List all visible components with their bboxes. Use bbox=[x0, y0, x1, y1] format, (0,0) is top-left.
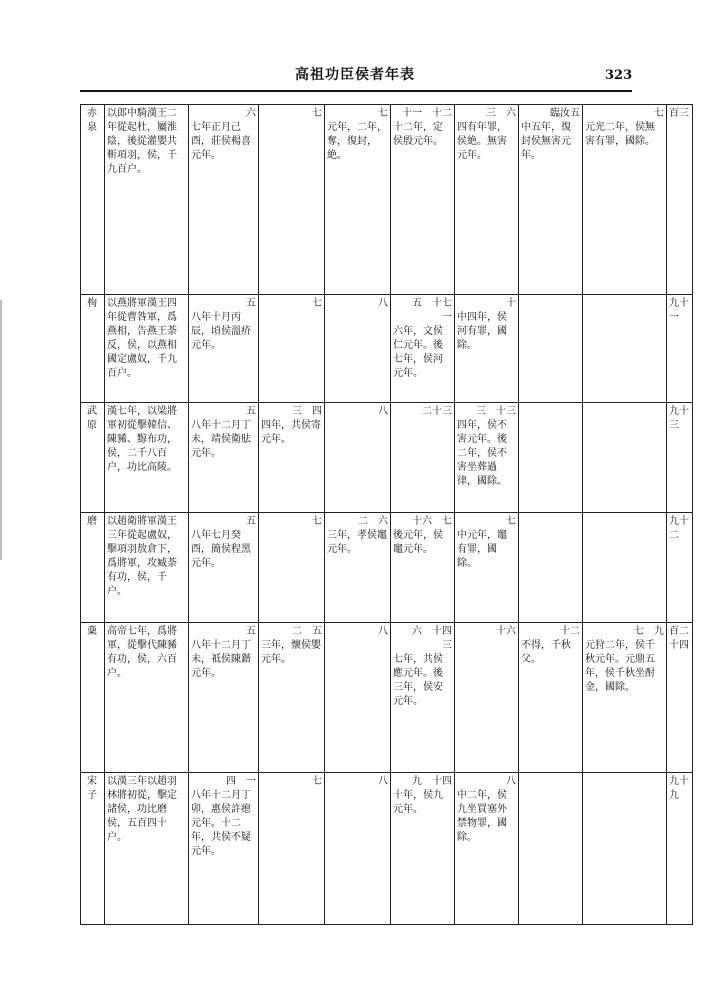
huidi-col bbox=[259, 403, 325, 513]
cell-text: 以漢三年以趙羽林將初從，擊定諸侯，功比磨侯，五百四十户。 bbox=[107, 776, 177, 843]
year-count: 三 四 bbox=[292, 406, 322, 417]
cell-text: 不得，千秋父。 bbox=[521, 640, 571, 665]
year-count: 九 十四 bbox=[412, 776, 452, 787]
huidi-col bbox=[259, 105, 325, 295]
year-count: 七 bbox=[312, 298, 322, 309]
huidi-col bbox=[259, 773, 325, 925]
gaohou-col bbox=[325, 105, 391, 295]
gaozu-col bbox=[189, 773, 259, 925]
gaozu-col bbox=[189, 513, 259, 623]
cell-text: 中四年，侯河有罪，國除。 bbox=[457, 312, 507, 351]
jianyuan-col bbox=[519, 295, 583, 403]
year-count: 七 bbox=[654, 108, 664, 119]
cell-text: 八年十二月丁卯，惠侯許瘛元年。十二年，共侯不疑元年。 bbox=[191, 790, 251, 857]
year-count: 十六 七 bbox=[412, 516, 452, 527]
year-count: 五 bbox=[246, 626, 256, 637]
cell-text: 四年，共侯寄元年。 bbox=[261, 420, 321, 445]
cell-text: 九十三 bbox=[669, 406, 689, 431]
year-count: 八 bbox=[378, 776, 388, 787]
cell-text: 八年十二月丁未，靖侯衛胠元年。 bbox=[191, 420, 251, 459]
cell-text: 赤泉 bbox=[87, 108, 98, 133]
cell-text: 九十一 bbox=[669, 298, 689, 323]
gaohou-col bbox=[325, 773, 391, 925]
merit-text bbox=[105, 105, 189, 295]
fief-name bbox=[81, 773, 105, 925]
jianyuan-col bbox=[519, 773, 583, 925]
cell-text: 元光二年，侯無害有罪，國除。 bbox=[585, 122, 655, 147]
wendi-col bbox=[391, 403, 455, 513]
cell-text: 後元年，侯竈元年。 bbox=[393, 530, 443, 555]
gaozu-col bbox=[189, 623, 259, 773]
cell-text: 七年，共侯應元年。後三年，侯安元年。 bbox=[393, 654, 443, 707]
merit-text bbox=[105, 403, 189, 513]
gaohou-col bbox=[325, 513, 391, 623]
table-row bbox=[81, 773, 693, 925]
rank-col bbox=[667, 403, 693, 513]
cell-text: 九十二 bbox=[669, 516, 689, 541]
cell-text: 宋子 bbox=[87, 776, 98, 801]
jingdi-col bbox=[455, 623, 519, 773]
jianyuan-col bbox=[519, 623, 583, 773]
page-number: 323 bbox=[605, 68, 633, 83]
table-row bbox=[81, 105, 693, 295]
jingdi-col bbox=[455, 513, 519, 623]
gaohou-col bbox=[325, 295, 391, 403]
jingdi-col bbox=[455, 295, 519, 403]
table-row bbox=[81, 623, 693, 773]
year-count: 十二 bbox=[560, 626, 580, 637]
year-count: 五 bbox=[246, 406, 256, 417]
year-count: 十一 十二 bbox=[402, 108, 452, 119]
rank-col bbox=[667, 513, 693, 623]
cell-text: 十年，侯九元年。 bbox=[393, 790, 443, 815]
cell-text: 三年，孝侯竈元年。 bbox=[327, 530, 387, 555]
jingdi-col bbox=[455, 403, 519, 513]
year-count: 八 bbox=[378, 626, 388, 637]
year-count: 六 十四 三 bbox=[412, 626, 462, 651]
year-count: 三 六 bbox=[486, 108, 516, 119]
fief-name bbox=[81, 403, 105, 513]
yuanguang-col bbox=[583, 623, 667, 773]
gaohou-col bbox=[325, 403, 391, 513]
year-count: 七 bbox=[312, 776, 322, 787]
cell-text: 以趙衛將軍漢王三年從起盧奴，擊項羽敖倉下，爲將軍，攻臧荼有功，侯，千户。 bbox=[107, 516, 177, 597]
fief-name bbox=[81, 105, 105, 295]
year-count: 七 bbox=[378, 108, 388, 119]
jingdi-col bbox=[455, 773, 519, 925]
jianyuan-col bbox=[519, 403, 583, 513]
year-count: 十 bbox=[506, 298, 516, 309]
cell-text: 中元年，竈有罪，國除。 bbox=[457, 530, 507, 569]
cell-text: 三年，懷侯嬰元年。 bbox=[261, 640, 321, 665]
yuanguang-col bbox=[583, 403, 667, 513]
fief-name bbox=[81, 623, 105, 773]
cell-text: 八年十月丙辰，頃侯溫疥元年。 bbox=[191, 312, 251, 351]
cell-text: 高帝七年，爲將軍，從擊代陳豨有功，侯，六百户。 bbox=[107, 626, 177, 679]
cell-text: 九十九 bbox=[669, 776, 689, 801]
scan-edge-mark bbox=[0, 300, 2, 560]
year-count: 七 bbox=[506, 516, 516, 527]
year-count: 八 bbox=[378, 406, 388, 417]
year-count: 十六 bbox=[496, 626, 516, 637]
jianyuan-col bbox=[519, 513, 583, 623]
cell-text: 稾 bbox=[87, 626, 98, 637]
year-count: 四 一 bbox=[226, 776, 256, 787]
year-count: 二 五 bbox=[292, 626, 322, 637]
year-count: 五 bbox=[246, 516, 256, 527]
year-count: 三 十三 bbox=[476, 406, 516, 417]
year-count: 七 bbox=[312, 108, 322, 119]
merit-text bbox=[105, 773, 189, 925]
yuanguang-col bbox=[583, 773, 667, 925]
cell-text: 栒 bbox=[87, 298, 98, 309]
year-count: 八 bbox=[506, 776, 516, 787]
rank-col bbox=[667, 623, 693, 773]
year-count: 二 六 bbox=[358, 516, 388, 527]
fief-name bbox=[81, 513, 105, 623]
yuanguang-col bbox=[583, 105, 667, 295]
cell-text: 四有年罪，侯絶。無害元年。 bbox=[457, 122, 507, 161]
huidi-col bbox=[259, 295, 325, 403]
header-rule bbox=[80, 90, 632, 92]
huidi-col bbox=[259, 623, 325, 773]
cell-text: 中五年，復封侯無害元年。 bbox=[521, 122, 571, 161]
gaozu-col bbox=[189, 105, 259, 295]
cell-text: 元年，二年，奪，復封，絶。 bbox=[327, 122, 387, 161]
merit-text bbox=[105, 513, 189, 623]
merit-text bbox=[105, 623, 189, 773]
gaozu-col bbox=[189, 295, 259, 403]
cell-text: 磨 bbox=[87, 516, 98, 527]
wendi-col bbox=[391, 513, 455, 623]
year-count: 臨汝五 bbox=[550, 108, 580, 119]
fief-name bbox=[81, 295, 105, 403]
cell-text: 百二十四 bbox=[669, 626, 689, 651]
gaozu-col bbox=[189, 403, 259, 513]
year-count: 七 九 bbox=[634, 626, 664, 637]
year-count: 七 bbox=[312, 516, 322, 527]
cell-text: 六年，文侯仁元年。後七年，侯河元年。 bbox=[393, 326, 443, 379]
year-count: 五 bbox=[246, 298, 256, 309]
cell-text: 以郎中騎漢王二年從起杜，屬淮陰，後從灌嬰共斬項羽，侯，千九百户。 bbox=[107, 108, 177, 175]
gaohou-col bbox=[325, 623, 391, 773]
table-row bbox=[81, 403, 693, 513]
cell-text: 中二年，侯九坐買塞外禁物罪，國除。 bbox=[457, 790, 507, 843]
chronological-table bbox=[80, 104, 693, 925]
year-count: 二十三 bbox=[422, 406, 452, 417]
cell-text: 七年正月己酉，莊侯楊喜元年。 bbox=[191, 122, 251, 161]
rank-col bbox=[667, 295, 693, 403]
year-count: 八 bbox=[378, 298, 388, 309]
cell-text: 四年，侯不害元年。後二年，侯不害坐葬過律，國除。 bbox=[457, 420, 507, 487]
yuanguang-col bbox=[583, 295, 667, 403]
cell-text: 百三 bbox=[669, 108, 689, 119]
cell-text: 八年七月癸酉，簡侯程黑元年。 bbox=[191, 530, 251, 569]
jianyuan-col bbox=[519, 105, 583, 295]
cell-text: 十二年，定侯殷元年。 bbox=[393, 122, 443, 147]
yuanguang-col bbox=[583, 513, 667, 623]
cell-text: 以燕將軍漢王四年從曹咎軍，爲燕相，告燕王荼反，侯，以燕相國定盧奴，千九百户。 bbox=[107, 298, 177, 379]
cell-text: 元狩二年，侯千秋元年。元鼎五年，侯千秋坐酎金，國除。 bbox=[585, 640, 655, 693]
cell-text: 漢七年，以梁將軍初從擊韓信、陳豨、黥布功，侯，二千八百户，功比高陵。 bbox=[107, 406, 177, 473]
huidi-col bbox=[259, 513, 325, 623]
page-title: 高祖功臣侯者年表 bbox=[295, 67, 415, 83]
wendi-col bbox=[391, 295, 462, 403]
wendi-col bbox=[391, 105, 455, 295]
cell-text: 八年十二月丁未，祗侯陳鍇元年。 bbox=[191, 640, 251, 679]
wendi-col bbox=[391, 623, 462, 773]
jingdi-col bbox=[455, 105, 519, 295]
table-row bbox=[81, 513, 693, 623]
cell-text: 武原 bbox=[87, 406, 98, 431]
merit-text bbox=[105, 295, 189, 403]
year-count: 六 bbox=[246, 108, 256, 119]
table-row bbox=[81, 295, 693, 403]
rank-col bbox=[667, 105, 693, 295]
wendi-col bbox=[391, 773, 455, 925]
year-count: 五 十七 一 bbox=[412, 298, 462, 323]
rank-col bbox=[667, 773, 693, 925]
